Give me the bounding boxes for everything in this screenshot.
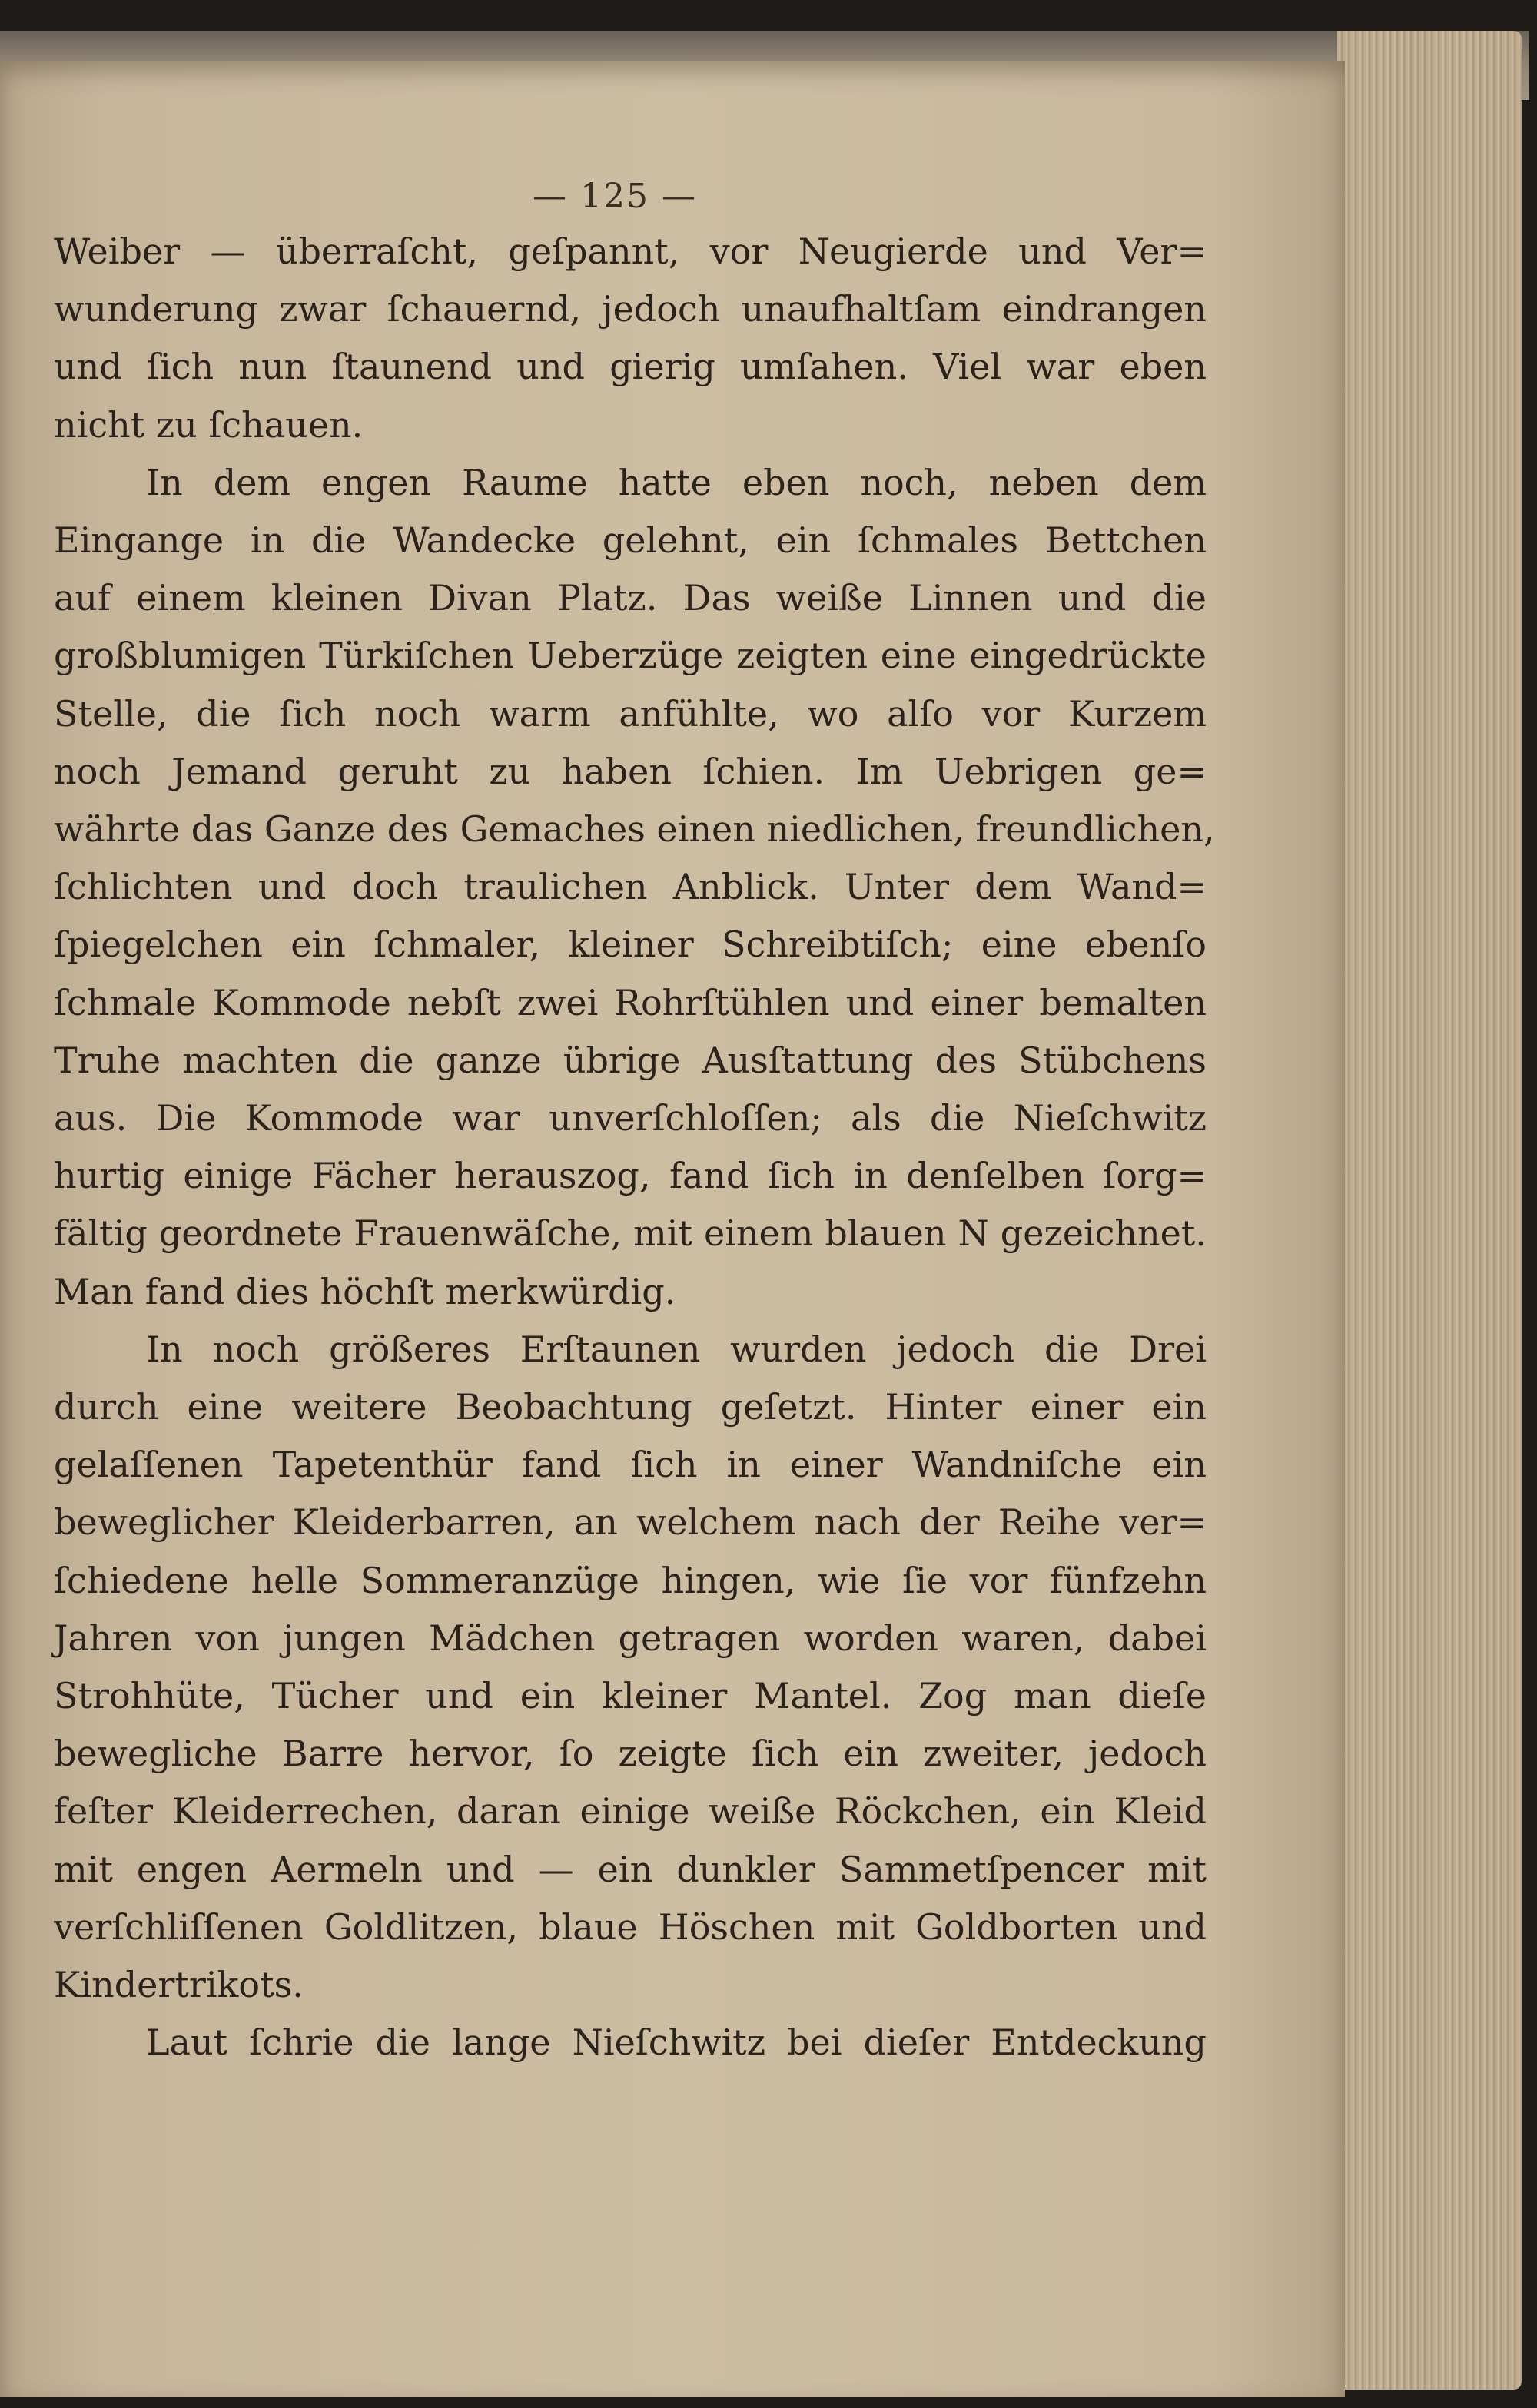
text-line: beweglicher Kleiderbarren, an welchem nach der Reihe ver= — [54, 1501, 1207, 1544]
text-line: mit engen Aermeln und — ein dunkler Sammetſpencer mit — [54, 1848, 1207, 1890]
page-stack-edge — [1337, 31, 1522, 2390]
text-line: ſchlichten und doch traulichen Anblick. Unter dem Wand= — [54, 866, 1207, 908]
text-line: nicht zu ſchauen. — [54, 403, 364, 446]
text-line: Eingange in die Wandecke gelehnt, ein ſchmales Bettchen — [54, 519, 1207, 562]
text-line: In dem engen Raume hatte eben noch, neben dem — [146, 461, 1207, 503]
body-text — [54, 223, 1215, 2072]
text-line: Man fand dies höchſt merkwürdig. — [54, 1270, 676, 1312]
page-number: — 125 — — [533, 177, 697, 216]
text-line: wunderung zwar ſchauernd, jedoch unaufhaltſam eindrangen — [54, 288, 1207, 330]
text-line: feſter Kleiderrechen, daran einige weiße Röckchen, ein Kleid — [54, 1790, 1207, 1833]
text-line: noch Jemand geruht zu haben ſchien. Im Uebrigen ge= — [54, 750, 1207, 792]
text-line: ſchmale Kommode nebſt zwei Rohrſtühlen und einer bemalten — [54, 981, 1207, 1023]
text-line: Strohhüte, Tücher und ein kleiner Mantel. Zog man dieſe — [54, 1675, 1207, 1717]
text-line: Truhe machten die ganze übrige Ausſtattung des Stübchens — [54, 1039, 1207, 1081]
text-line: Laut ſchrie die lange Nieſchwitz bei dieſer Entdeckung — [146, 2022, 1207, 2064]
text-line: durch eine weitere Beobachtung geſetzt. Hinter einer ein — [54, 1386, 1207, 1428]
text-line: fältig geordnete Frauenwäſche, mit einem blauen N gezeichnet. — [54, 1212, 1207, 1255]
text-line: Kindertrikots. — [54, 1964, 304, 2006]
text-line: und ſich nun ſtaunend und gierig umſahen. Viel war eben — [54, 346, 1207, 388]
text-line: In noch größeres Erſtaunen wurden jedoch die Drei — [146, 1328, 1207, 1370]
text-line: ſchiedene helle Sommeranzüge hingen, wie ſie vor fünfzehn — [54, 1559, 1207, 1601]
text-line: aus. Die Kommode war unverſchloſſen; als die Nieſchwitz — [54, 1097, 1207, 1139]
text-line: gelaſſenen Tapetenthür fand ſich in einer Wandniſche ein — [54, 1444, 1207, 1486]
text-line: ſpiegelchen ein ſchmaler, kleiner Schreibtiſch; eine ebenſo — [54, 924, 1207, 966]
text-line: auf einem kleinen Divan Platz. Das weiße Linnen und die — [54, 577, 1207, 619]
text-line: Jahren von jungen Mädchen getragen worden waren, dabei — [54, 1617, 1207, 1659]
text-line: hurtig einige Fächer herauszog, fand ſich in denſelben ſorg= — [54, 1155, 1207, 1197]
text-line: großblumigen Türkiſchen Ueberzüge zeigten eine eingedrückte — [54, 635, 1207, 677]
text-line: Weiber — überraſcht, geſpannt, vor Neugierde und Ver= — [54, 231, 1207, 272]
text-line: bewegliche Barre hervor, ſo zeigte ſich ein zweiter, jedoch — [54, 1733, 1207, 1775]
text-line: währte das Ganze des Gemaches einen niedlichen, freundlichen, — [54, 808, 1215, 851]
text-line: verſchliſſenen Goldlitzen, blaue Höschen mit Goldborten und — [54, 1906, 1207, 1948]
text-line: Stelle, die ſich noch warm anfühlte, wo alſo vor Kurzem — [54, 692, 1207, 735]
